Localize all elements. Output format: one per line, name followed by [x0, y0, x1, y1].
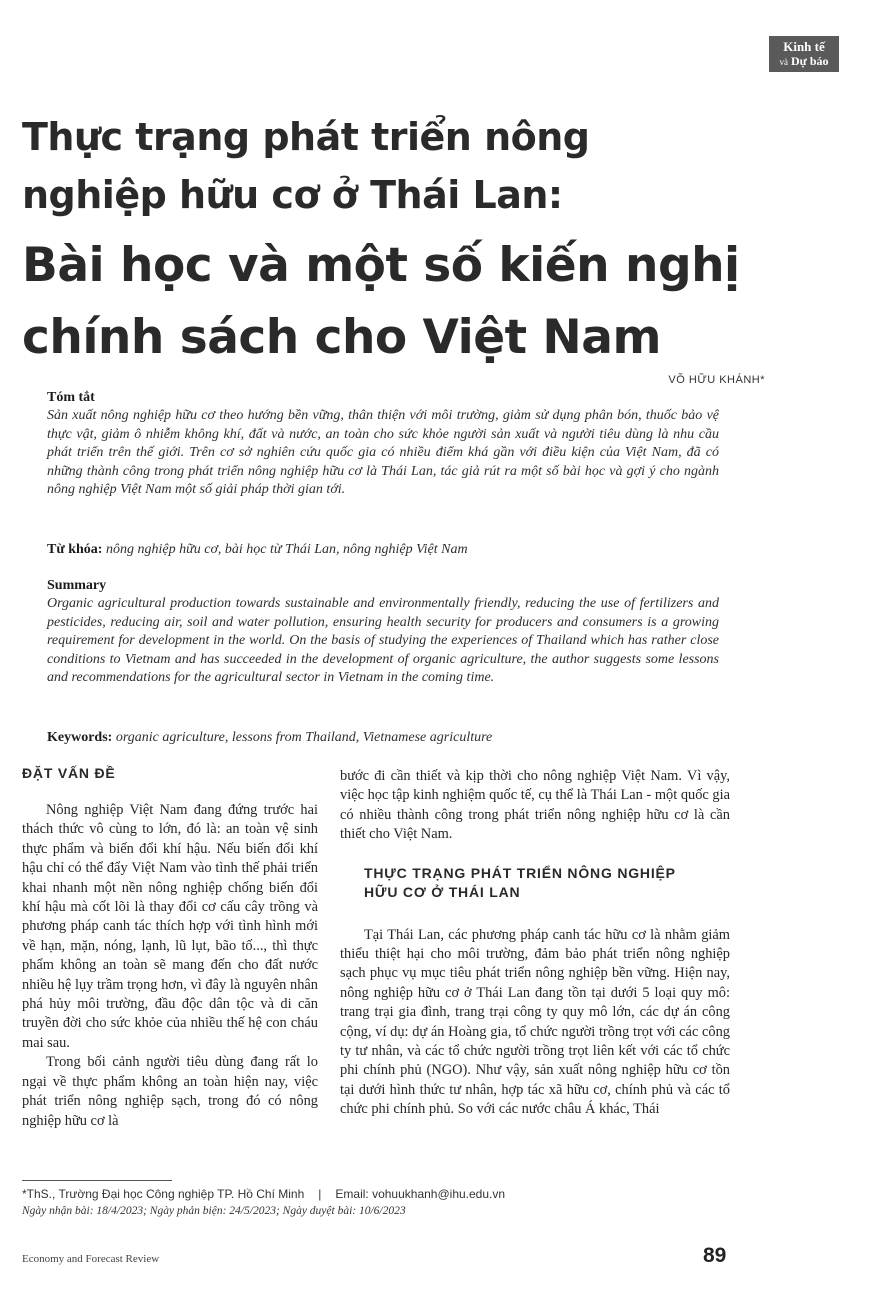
section-heading-thailand-line-1: THỰC TRẠNG PHÁT TRIỂN NÔNG NGHIỆP [364, 864, 676, 881]
badge-line-2 [769, 54, 839, 70]
body-column-left [22, 764, 318, 1131]
keywords-vi-text: nông nghiệp hữu cơ, bài học từ Thái Lan, nông nghiệp Việt Nam [105, 542, 468, 557]
keywords-english [47, 729, 719, 747]
body-column-right [340, 767, 730, 1120]
footnote-dates: Ngày nhận bài: 18/4/2023; Ngày phản biện: 24/5/2023; Ngày duyệt bài: 10/6/2023 [22, 1205, 406, 1217]
abstract-vi-heading: Tóm tắt [47, 390, 95, 405]
body-paragraph: Nông nghiệp Việt Nam đang đứng trước hai thách thức vô cùng to lớn, đó là: an toàn vệ sinh thực phẩm và biến đổi khí hậu. Nếu biến đổi khí hậu chỉ có thể đẩy Việt Nam vào tình thế phải triển khai nhanh một nền nông nghiệp chống biến đổi khí hậu mà cốt lõi là thay đổi cơ cấu cây trồng và phương pháp canh tác thích hợp với tình hình mới về hạn, mặn, nóng, lạnh, lũ lụt, bão tố..., thì thực phẩm không an toàn sẽ mang đến cho đất nước nhiều hệ lụy trầm trọng hơn, vì đây là nguyên nhân phá hủy môi trường, đầu độc dân tộc và di căn truyền đời cho sức khỏe của nhiều thế hệ con cháu mai sau. [22, 802, 318, 1051]
title-line-1: Thực trạng phát triển nông [22, 115, 590, 159]
footnote-separator: | [318, 1187, 322, 1201]
keywords-en-line [47, 729, 719, 747]
abstract-english [47, 577, 719, 688]
section-heading-introduction: ĐẶT VẤN ĐỀ [22, 765, 116, 781]
title-line-3: Bài học và một số kiến nghị [22, 238, 740, 293]
section-heading-thailand-line-2: HỮU CƠ Ở THÁI LAN [364, 883, 521, 900]
keywords-en-text: organic agriculture, lessons from Thailand, Vietnamese agriculture [115, 730, 493, 745]
title-line-2: nghiệp hữu cơ ở Thái Lan: [22, 173, 563, 217]
abstract-vietnamese [47, 389, 719, 500]
abstract-en-heading: Summary [47, 578, 107, 593]
footnote-affiliation: *ThS., Trường Đại học Công nghiệp TP. Hồ Chí Minh [22, 1187, 305, 1201]
title-line-4: chính sách cho Việt Nam [22, 310, 661, 365]
body-paragraph: Tại Thái Lan, các phương pháp canh tác hữu cơ là nhằm giảm thiểu thiệt hại cho môi trường, đảm bảo phát triển nông nghiệp sạch phục vụ mục tiêu phát triển nông nghiệp bền vững. Hiện nay, nông nghiệp hữu cơ ở Thái Lan đang tồn tại dưới 5 loại quy mô: trang trại gia đình, trang trại công ty quy mô lớn, các dự án công cộng, ví dụ: dự án Hoàng gia, tổ chức người trồng trọt với các công ty tư nhân, và các tổ chức người trồng trọt liên kết với các tổ chức phi chính phủ (NGO). Như vậy, sản xuất nông nghiệp hữu cơ tồn tại dưới hình thức tư nhân, hợp tác xã hữu cơ, chính phủ và các tổ chức phi chính phủ. So với các nước châu Á khác, Thái [340, 926, 730, 1118]
journal-section-badge [769, 36, 839, 72]
keywords-vi-label: Từ khóa: [47, 542, 103, 557]
page-number: 89 [703, 1244, 727, 1267]
keywords-en-label: Keywords: [47, 730, 113, 745]
footnote-affiliation-line [22, 1186, 842, 1203]
abstract-vi-text: Sản xuất nông nghiệp hữu cơ theo hướng bền vững, thân thiện với môi trường, giảm sử dụng phân bón, thuốc bảo vệ thực vật, giảm ô nhiễm không khí, đất và nước, an toàn cho sức khỏe người sản xuất và người tiêu dùng là nhu cầu phát triển trên thế giới. Trên cơ sở nghiên cứu quốc gia có nhiều điểm khá gần với điều kiện của Việt Nam, đã có những thành công trong phát triển nông nghiệp hữu cơ là Thái Lan, tác giả rút ra một số bài học và gợi ý cho ngành nông nghiệp Việt Nam một số giải pháp thời gian tới. [47, 408, 719, 498]
badge-line-1: Kinh tế [783, 39, 825, 54]
author-name: VÕ HỮU KHÁNH* [668, 374, 765, 386]
keywords-vi-line [47, 541, 719, 559]
abstract-en-text: Organic agricultural production towards sustainable and environmentally friendly, reducing the use of fertilizers and pesticides, reducing air, soil and water pollution, ensuring health security for producers and consumers is a growing requirement for development in the world. On the basis of studying the experiences of Thailand which has rather close conditions to Vietnam and has succeeded in the development of organic agriculture, the author suggests some lessons and recommendations for the agricultural sector in Vietnam in the coming time. [47, 596, 719, 686]
body-paragraph: bước đi cần thiết và kịp thời cho nông nghiệp Việt Nam. Vì vậy, việc học tập kinh nghiệm quốc tế, cụ thể là Thái Lan - một quốc gia có nhiều thành công trong phát triển nông nghiệp hữu cơ là cần thiết cho Việt Nam. [340, 768, 730, 843]
article-title-part-2 [22, 230, 842, 374]
body-paragraph: Trong bối cảnh người tiêu dùng đang rất lo ngại về thực phẩm không an toàn hiện nay, việc phát triển nông nghiệp sạch, trong đó có nông nghiệp hữu cơ là [22, 1054, 318, 1129]
badge-conjunction: và [779, 57, 788, 67]
footnote [22, 1186, 842, 1220]
footnote-divider [22, 1180, 172, 1181]
article-title-part-1 [22, 108, 842, 224]
footnote-email: Email: vohuukhanh@ihu.edu.vn [335, 1187, 506, 1201]
badge-line-2-text: Dự báo [790, 54, 829, 68]
journal-name: Economy and Forecast Review [22, 1253, 160, 1265]
keywords-vietnamese [47, 541, 719, 559]
